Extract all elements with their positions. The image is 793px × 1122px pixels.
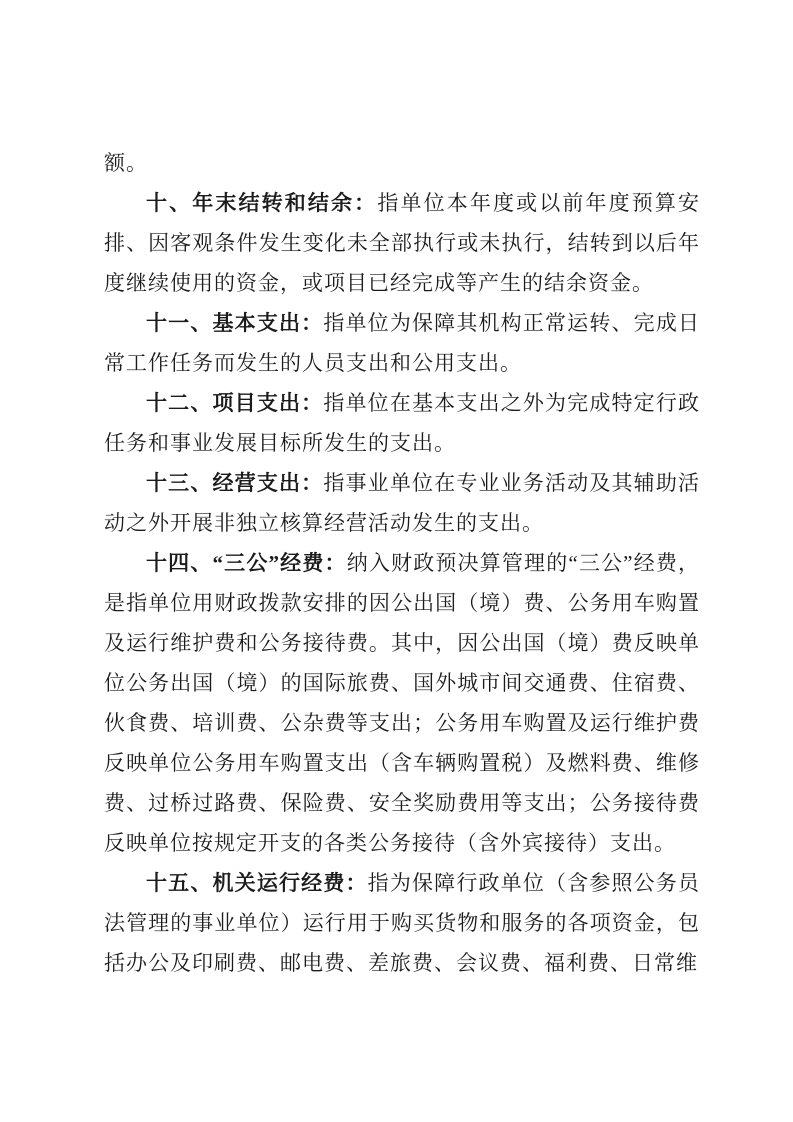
term-label: 十五、机关运行经费：	[146, 871, 368, 895]
paragraph-text: 指单位在基本支出之外为完成特定行政任务和事业发展目标所发生的支出。	[104, 391, 701, 455]
term-label: 十三、经营支出：	[146, 471, 324, 495]
term-label: 十四、“三公”经费：	[146, 551, 347, 575]
paragraph-text: 额。	[104, 151, 148, 175]
term-label: 十二、项目支出：	[146, 391, 324, 415]
paragraph-term-11	[104, 303, 700, 383]
paragraph-term-12	[104, 383, 700, 463]
document-text-block	[104, 143, 700, 983]
paragraph-term-10	[104, 183, 700, 303]
paragraph-text: 指事业单位在专业业务活动及其辅助活动之外开展非独立核算经营活动发生的支出。	[104, 471, 701, 535]
paragraph-text: 指单位为保障其机构正常运转、完成日常工作任务而发生的人员支出和公用支出。	[104, 311, 701, 375]
term-label: 十一、基本支出：	[146, 311, 324, 335]
term-label: 十、年末结转和结余：	[146, 191, 378, 215]
paragraph-term-13	[104, 463, 700, 543]
paragraph-term-15	[104, 863, 700, 983]
paragraph-term-14	[104, 543, 700, 863]
paragraph-text: 纳入财政预决算管理的“三公”经费，是指单位用财政拨款安排的因公出国（境）费、公务用车购置及运行维护费和公务接待费。其中，因公出国（境）费反映单位公务出国（境）的国际旅费、国外城市间交通费、住宿费、伙食费、培训费、公杂费等支出；公务用车购置及运行维护费反映单位公务用车购置支出（含车辆购置税）及燃料费、维修费、过桥过路费、保险费、安全奖励费用等支出；公务接待费反映单位按规定开支的各类公务接待（含外宾接待）支出。	[104, 551, 701, 855]
paragraph-text: 指为保障行政单位（含参照公务员法管理的事业单位）运行用于购买货物和服务的各项资金，包括办公及印刷费、邮电费、差旅费、会议费、福利费、日常维	[104, 871, 701, 975]
paragraph-text: 指单位本年度或以前年度预算安排、因客观条件发生变化未全部执行或未执行，结转到以后年度继续使用的资金，或项目已经完成等产生的结余资金。	[104, 191, 701, 295]
paragraph-continuation	[104, 143, 700, 183]
